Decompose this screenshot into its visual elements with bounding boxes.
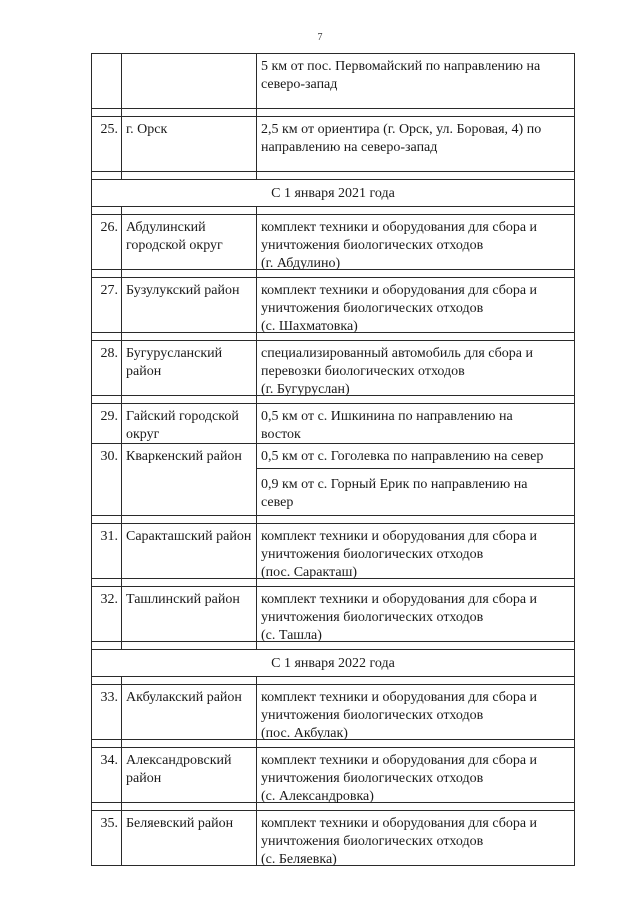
description-line: (пос. Акбулак) <box>261 726 348 741</box>
description-line: 5 км от пос. Первомайский по направлению на <box>261 59 541 74</box>
district-name: Бугурусланский район <box>122 341 257 395</box>
facility-description <box>257 748 574 802</box>
district-name <box>122 54 257 108</box>
district-name: Кваркенский район <box>122 444 257 515</box>
description-line: комплект техники и оборудования для сбора и <box>261 283 538 298</box>
facility-description <box>257 587 574 641</box>
row-number: 27. <box>92 278 122 332</box>
section-heading: С 1 января 2022 года <box>91 649 575 677</box>
table-row <box>91 586 575 642</box>
description-line: комплект техники и оборудования для сбора и <box>261 690 538 705</box>
description-line: (пос. Саракташ) <box>261 565 358 580</box>
facility-description <box>257 341 574 395</box>
row-number: 34. <box>92 748 122 802</box>
table-row <box>91 523 575 579</box>
description-line: уничтожения биологических отходов <box>261 610 484 625</box>
description-line: северо-запад <box>261 77 338 92</box>
description-line: (с. Беляевка) <box>261 852 337 867</box>
table-row <box>91 277 575 333</box>
table-row <box>91 684 575 740</box>
district-name: Акбулакский район <box>122 685 257 739</box>
description-line: север <box>261 495 294 510</box>
description-line: (с. Шахматовка) <box>261 319 358 334</box>
district-name: Абдулинский городской округ <box>122 215 257 269</box>
description-line: уничтожения биологических отходов <box>261 301 484 316</box>
district-name: Саракташский район <box>122 524 257 578</box>
district-name: Бузулукский район <box>122 278 257 332</box>
district-name: Гайский городской округ <box>122 404 257 443</box>
facility-description <box>257 215 574 269</box>
cell-divider <box>257 468 574 469</box>
description-line: комплект техники и оборудования для сбора и <box>261 529 538 544</box>
row-number: 28. <box>92 341 122 395</box>
row-number: 35. <box>92 811 122 865</box>
description-line: уничтожения биологических отходов <box>261 771 484 786</box>
description-line: 0,9 км от с. Горный Ерик по направлению на <box>261 477 528 492</box>
description-line: уничтожения биологических отходов <box>261 834 484 849</box>
table-row <box>91 810 575 866</box>
row-number: 32. <box>92 587 122 641</box>
section-heading: С 1 января 2021 года <box>91 179 575 207</box>
description-line: уничтожения биологических отходов <box>261 547 484 562</box>
facility-description <box>257 278 574 332</box>
district-name: Беляевский район <box>122 811 257 865</box>
row-number: 25. <box>92 117 122 171</box>
description-line: 2,5 км от ориентира (г. Орск, ул. Боровая, 4) по <box>261 122 542 137</box>
facility-description <box>257 524 574 578</box>
description-line: 0,5 км от с. Ишкинина по направлению на <box>261 409 513 424</box>
district-name: Ташлинский район <box>122 587 257 641</box>
table-row <box>91 443 575 516</box>
table-row <box>91 116 575 172</box>
description-line: уничтожения биологических отходов <box>261 708 484 723</box>
row-number: 26. <box>92 215 122 269</box>
district-name: Александровский район <box>122 748 257 802</box>
description-line: комплект техники и оборудования для сбора и <box>261 592 538 607</box>
description-line: комплект техники и оборудования для сбора и <box>261 816 538 831</box>
description-line: (с. Александровка) <box>261 789 374 804</box>
page-number: 7 <box>317 32 323 43</box>
table-row <box>91 340 575 396</box>
facility-description <box>257 444 574 515</box>
row-number: 30. <box>92 444 122 515</box>
facility-description <box>257 685 574 739</box>
description-line: направлению на северо-запад <box>261 140 438 155</box>
description-line: восток <box>261 427 301 442</box>
document-table <box>91 54 575 866</box>
row-number: 29. <box>92 404 122 443</box>
facility-description <box>257 54 574 108</box>
description-line: комплект техники и оборудования для сбора и <box>261 753 538 768</box>
row-number <box>92 54 122 108</box>
facility-description <box>257 117 574 171</box>
district-name: г. Орск <box>122 117 257 171</box>
facility-description <box>257 811 574 865</box>
row-number: 31. <box>92 524 122 578</box>
description-line: (г. Абдулино) <box>261 256 341 271</box>
table-row <box>91 214 575 270</box>
table-row <box>91 53 575 109</box>
description-line: (г. Бугуруслан) <box>261 382 350 397</box>
table-row <box>91 747 575 803</box>
table-row <box>91 403 575 444</box>
description-line: (с. Ташла) <box>261 628 322 643</box>
description-line: комплект техники и оборудования для сбора и <box>261 220 538 235</box>
description-line: уничтожения биологических отходов <box>261 238 484 253</box>
facility-description <box>257 404 574 443</box>
description-line: перевозки биологических отходов <box>261 364 465 379</box>
row-number: 33. <box>92 685 122 739</box>
description-line: специализированный автомобиль для сбора и <box>261 346 534 361</box>
description-line: 0,5 км от с. Гоголевка по направлению на север <box>261 449 544 464</box>
